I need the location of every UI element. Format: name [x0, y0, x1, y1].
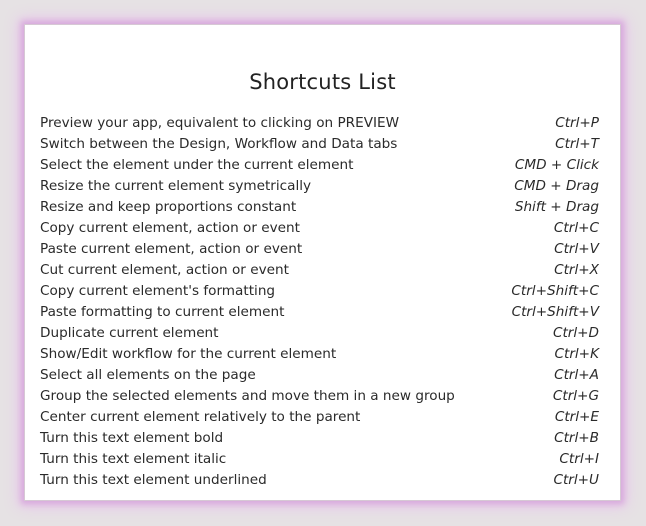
shortcut-row [40, 238, 599, 259]
shortcuts-list [40, 112, 599, 490]
shortcut-keys: CMD + Click [514, 156, 599, 173]
shortcut-keys: Ctrl+B [554, 429, 599, 446]
shortcut-keys: Ctrl+G [552, 387, 599, 404]
shortcut-description: Copy current element, action or event [40, 219, 300, 236]
shortcut-keys: Ctrl+A [554, 366, 599, 383]
shortcut-row [40, 427, 599, 448]
shortcut-keys: Ctrl+X [554, 261, 599, 278]
shortcut-keys: CMD + Drag [514, 177, 599, 194]
shortcut-description: Select all elements on the page [40, 366, 256, 383]
shortcut-keys: Ctrl+P [555, 114, 599, 131]
shortcut-keys: Ctrl+V [554, 240, 599, 257]
shortcut-keys: Ctrl+I [559, 450, 599, 467]
shortcut-description: Center current element relatively to the parent [40, 408, 361, 425]
shortcut-row [40, 217, 599, 238]
shortcut-keys: Ctrl+Shift+V [511, 303, 599, 320]
shortcut-description: Switch between the Design, Workflow and Data tabs [40, 135, 398, 152]
shortcut-row [40, 112, 599, 133]
shortcut-row [40, 133, 599, 154]
dialog-title: Shortcuts List [249, 70, 396, 94]
shortcut-description: Resize and keep proportions constant [40, 198, 297, 215]
shortcut-description: Show/Edit workflow for the current element [40, 345, 337, 362]
shortcut-row [40, 343, 599, 364]
shortcuts-dialog [24, 24, 621, 501]
shortcut-row [40, 364, 599, 385]
shortcut-description: Turn this text element bold [40, 429, 224, 446]
shortcut-keys: Shift + Drag [514, 198, 599, 215]
shortcut-row [40, 154, 599, 175]
shortcut-description: Cut current element, action or event [40, 261, 289, 278]
shortcut-description: Turn this text element underlined [40, 471, 267, 488]
shortcut-description: Turn this text element italic [40, 450, 227, 467]
shortcut-keys: Ctrl+D [552, 324, 599, 341]
shortcut-keys: Ctrl+T [555, 135, 599, 152]
shortcut-keys: Ctrl+E [554, 408, 599, 425]
shortcut-keys: Ctrl+C [553, 219, 599, 236]
shortcut-row [40, 175, 599, 196]
shortcut-row [40, 469, 599, 490]
shortcut-description: Paste current element, action or event [40, 240, 303, 257]
shortcut-row [40, 385, 599, 406]
shortcut-row [40, 448, 599, 469]
shortcut-keys: Ctrl+U [553, 471, 599, 488]
shortcut-description: Duplicate current element [40, 324, 219, 341]
shortcut-keys: Ctrl+Shift+C [511, 282, 599, 299]
shortcut-row [40, 406, 599, 427]
shortcut-row [40, 259, 599, 280]
shortcut-row [40, 301, 599, 322]
shortcut-description: Select the element under the current element [40, 156, 354, 173]
shortcut-row [40, 280, 599, 301]
shortcut-row [40, 322, 599, 343]
shortcut-row [40, 196, 599, 217]
shortcut-description: Preview your app, equivalent to clicking on PREVIEW [40, 114, 400, 131]
shortcut-description: Group the selected elements and move them in a new group [40, 387, 455, 404]
shortcut-description: Resize the current element symetrically [40, 177, 312, 194]
shortcut-description: Copy current element's formatting [40, 282, 276, 299]
shortcut-description: Paste formatting to current element [40, 303, 285, 320]
shortcut-keys: Ctrl+K [554, 345, 599, 362]
